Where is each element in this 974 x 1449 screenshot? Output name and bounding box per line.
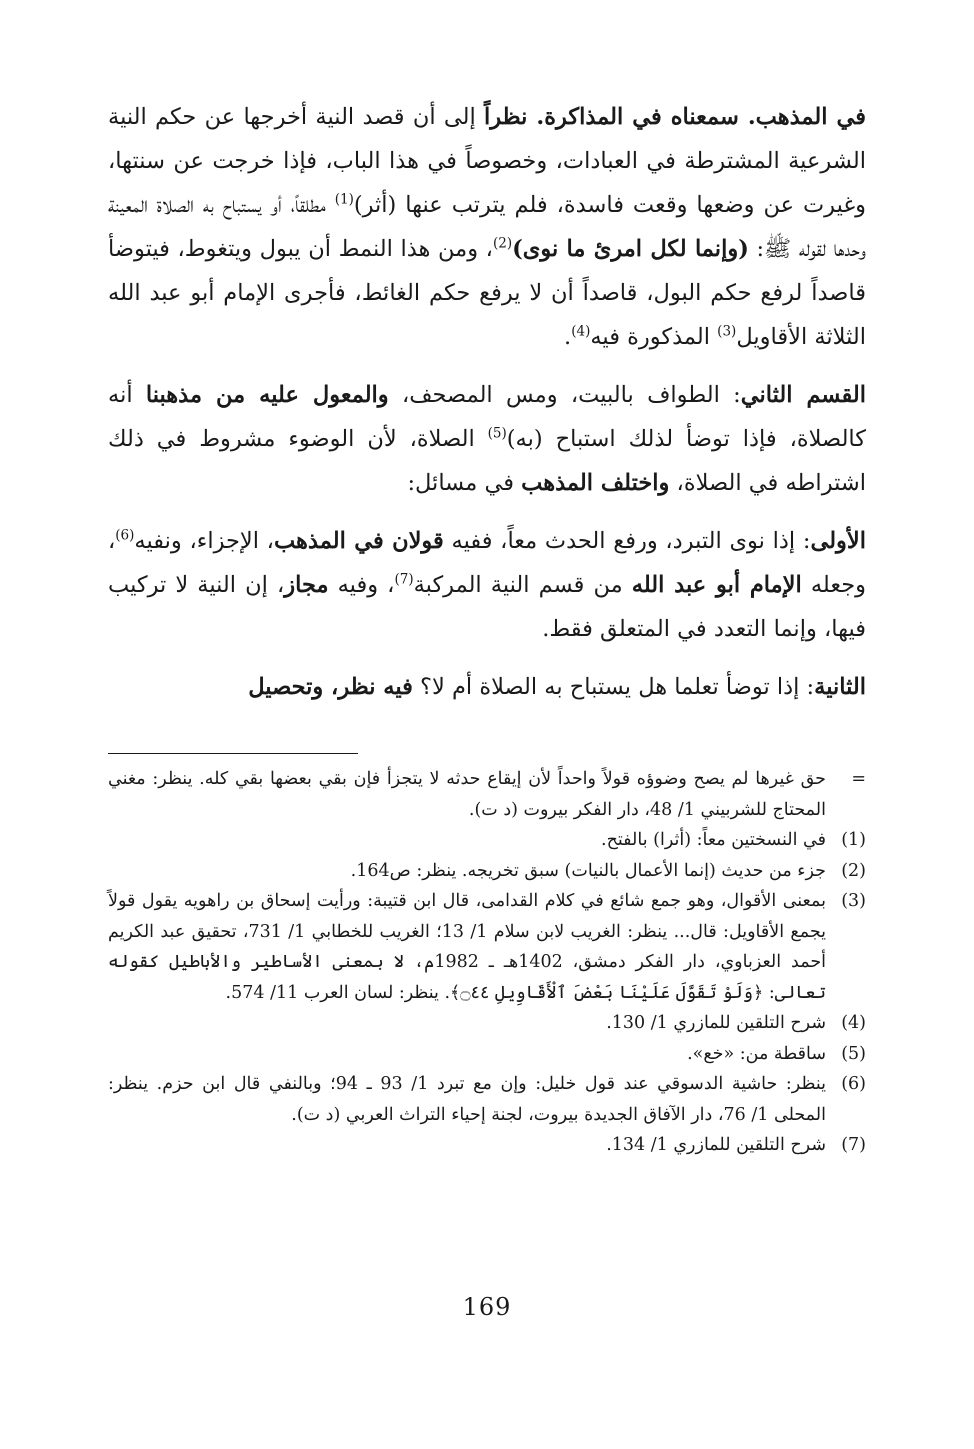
bold-phrase: في المذهب. سمعناه في المذاكرة. نظراً [484,104,867,130]
bold-phrase: فيه نظر، وتحصيل [248,674,413,700]
section-heading: القسم الثاني [740,382,866,408]
footnote-ref-4[interactable]: (4) [571,323,591,340]
footnote-text: شرح التلقين للمازري 1/ 130. [606,1013,826,1033]
footnote-1 [108,825,866,856]
bold-phrase: واختلف المذهب [521,470,670,496]
bold-phrase: قولان في المذهب [273,528,444,554]
footnote-6 [108,1069,866,1130]
footnote-continuation [108,764,866,825]
footnote-2 [108,856,866,887]
issue-heading: الأولى [810,528,866,554]
footnote-text: شرح التلقين للمازري 1/ 134. [606,1135,826,1155]
footnote-separator [108,753,358,754]
footnote-text: ساقطة من: «خع». [687,1043,826,1064]
footnote-number: = [851,769,866,789]
bold-phrase: والمعول عليه من مذهبنا [145,382,389,408]
footnote-ref-1[interactable]: (1) [334,191,354,208]
footnote-3 [108,886,866,1008]
footnote-number: (7) [841,1135,866,1155]
footnote-ref-7[interactable]: (7) [394,571,414,588]
footnote-text: ينظر: حاشية الدسوقي عند قول خليل: وإن مع تبرد 1/ 93 ـ 94؛ وبالنفي قال ابن حزم. ينظر: المحلى 1/ 76، دار الآفاق الجديدة بيروت، لجنة إحياء التراث العربي (د ت). [108,1074,826,1125]
footnote-number: (1) [841,830,866,850]
footnotes [108,764,866,1161]
footnote-number: (6) [841,1074,866,1094]
paragraph-1: في المذهب. سمعناه في المذاكرة. نظراً إلى أن قصد النية أخرجها عن حكم النية الشرعية المشترطة في العبادات، وخصوصاً في هذا الباب، فإذا خرجت عن سنتها، وغيرت عن وضعها وقعت فاسدة، فلم يترتب عنها (أثر)$^{(1)}$ مطلقاً، أو يستباح به الصلاة المعينة وحدها لقوله ﷺ: (وإنما لكل امرئ ما نوى)$^{(2)}$، ومن هذا النمط أن يبول ويتغوط، فيتوضأ قاصداً لرفع حكم البول، قاصداً أن لا يرفع حكم الغائط، فأجرى الإمام أبو عبد الله الثلاثة الأقاويل$^{(3)}$ المذكورة فيه$^{(4)}$. [108,104,867,350]
footnote-7 [108,1130,866,1161]
issue-heading: الثانية [814,674,866,700]
page-number: 169 [462,1293,512,1321]
footnote-text: حق غيرها لم يصح وضوؤه قولاً واحداً لأن إيقاع حدثه لا يتجزأ فإن بقي بعضها بقي كله. ينظر: مغني المحتاج للشربيني 1/ 48، دار الفكر بيروت (د ت). [108,769,826,820]
footnote-ref-5[interactable]: (5) [487,425,507,442]
footnote-number: (3) [841,891,866,911]
bold-phrase: مجاز [284,572,329,598]
footnote-text: جزء من حديث (إنما الأعمال بالنيات) سبق تخريجه. ينظر: ص164. [350,860,826,881]
footnote-number: (2) [841,860,866,881]
footnote-4 [108,1008,866,1039]
footnote-number: (5) [841,1043,866,1064]
footnote-ref-2[interactable]: (2) [492,235,513,252]
footnote-number: (4) [841,1013,866,1033]
hadith-quote: (وإنما لكل امرئ ما نوى) [512,236,749,262]
footnote-text: بمعنى الأقوال، وهو جمع شائع في كلام القدامى، قال ابن قتيبة: ورأيت إسحاق بن راهويه يقول قولاً يجمع الأقاويل: قال... ينظر: الغريب لابن سلام 1/ 13؛ الغريب للخطابي 1/ 731، تحقيق عبد الكريم أحمد العزباوي، دار الفكر دمشق، 1402هـ ـ 1982م، لا بمعنى الأساطير والأباطيل كقوله تعالى: ﴿وَلَوْ تَقَوَّلَ عَلَيْنَا بَعْضَ ٱلْأَقَاوِيلِ ۝٤٤﴾. ينظر: لسان العرب 11/ 574. [108,891,826,1003]
main-text [108,95,866,709]
paragraph-4: الثانية: إذا توضأ تعلما هل يستباح به الصلاة أم لا؟ فيه نظر، وتحصيل [248,674,866,700]
footnote-ref-3[interactable]: (3) [717,323,737,340]
bold-phrase: الإمام أبو عبد الله [631,572,802,598]
footnote-5 [108,1039,866,1070]
footnote-ref-6[interactable]: (6) [115,527,135,544]
paragraph-2: القسم الثاني: الطواف بالبيت، ومس المصحف، والمعول عليه من مذهبنا أنه كالصلاة، فإذا توضأ لذلك استباح (به)$^{(5)}$ الصلاة، لأن الوضوء مشروط في ذلك اشتراطه في الصلاة، واختلف المذهب في مسائل: [108,382,866,496]
paragraph-3: الأولى: إذا نوى التبرد، ورفع الحدث معاً، ففيه قولان في المذهب، الإجزاء، ونفيه$^{(6)}$، وجعله الإمام أبو عبد الله من قسم النية المركبة$^{(7)}$، وفيه مجاز، إن النية لا تركيب فيها، وإنما التعدد في المتعلق فقط. [108,527,867,642]
footnote-text: في النسختين معاً: (أثرا) بالفتح. [601,830,826,850]
